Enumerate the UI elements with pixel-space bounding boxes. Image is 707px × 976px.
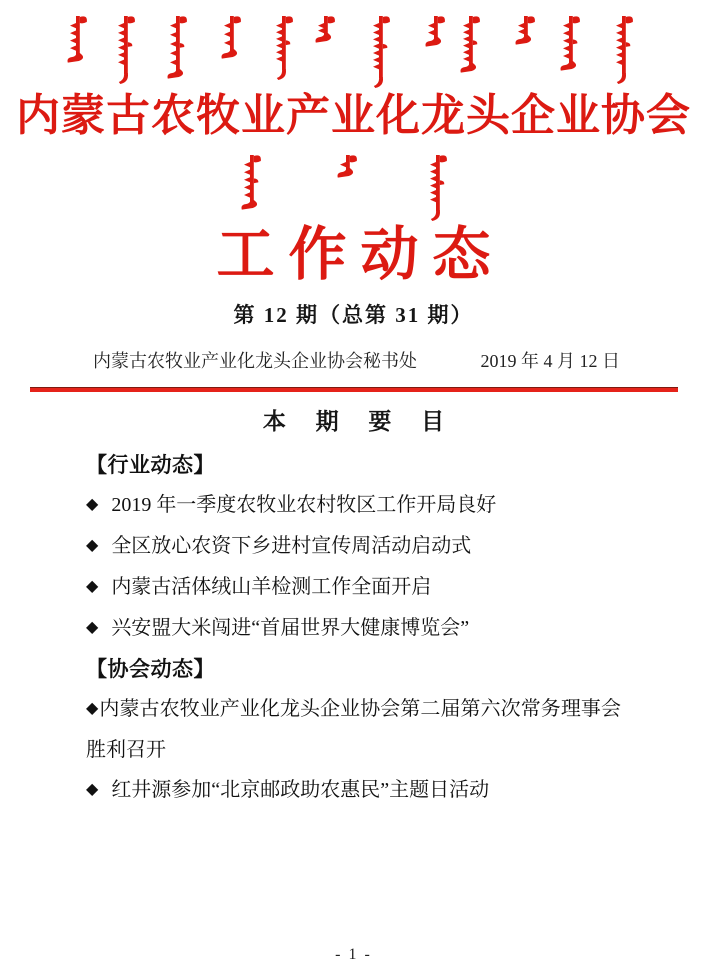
mongolian-script-top-row-icon bbox=[64, 12, 644, 90]
toc-item bbox=[86, 526, 621, 567]
mongolian-script-middle-row-icon bbox=[234, 151, 474, 223]
diamond-bullet-icon: ◆ bbox=[86, 494, 99, 514]
toc-item bbox=[86, 567, 621, 608]
issue-number-line: 第 12 期（总第 31 期） bbox=[233, 303, 474, 328]
toc-item-text: 内蒙古农牧业产业化龙头企业协会第二届第六次常务理事会胜利召开 bbox=[86, 698, 621, 762]
diamond-bullet-icon: ◆ bbox=[86, 617, 99, 637]
red-divider-rule bbox=[30, 387, 678, 392]
section-title-association: 【协会动态】 bbox=[86, 657, 215, 682]
publisher-row bbox=[93, 349, 620, 373]
toc-item-text: 2019 年一季度农牧业农村牧区工作开局良好 bbox=[111, 494, 497, 517]
diamond-bullet-icon: ◆ bbox=[86, 535, 99, 555]
publisher-name: 内蒙古农牧业产业化龙头企业协会秘书处 bbox=[93, 351, 417, 372]
toc-item-text: 内蒙古活体绒山羊检测工作全面开启 bbox=[111, 576, 432, 599]
toc-item bbox=[86, 485, 621, 526]
toc-item-text: 兴安盟大米闯进“首届世界大健康博览会” bbox=[111, 617, 470, 640]
diamond-bullet-icon: ◆ bbox=[86, 576, 99, 596]
bulletin-title: 工作动态 bbox=[216, 222, 505, 288]
toc-item bbox=[86, 608, 621, 649]
toc-item-text: 红井源参加“北京邮政助农惠民”主题日活动 bbox=[111, 779, 490, 802]
diamond-bullet-icon: ◆ bbox=[86, 779, 99, 799]
section-title-industry: 【行业动态】 bbox=[86, 453, 215, 478]
toc-item bbox=[86, 770, 621, 811]
diamond-bullet-icon: ◆ bbox=[86, 698, 99, 718]
table-of-contents bbox=[86, 445, 621, 811]
contents-heading: 本 期 要 目 bbox=[262, 409, 457, 435]
toc-item-text: 全区放心农资下乡进村宣传周活动启动式 bbox=[111, 535, 472, 558]
org-name-title: 内蒙古农牧业产业化龙头企业协会 bbox=[16, 91, 691, 140]
publish-date: 2019 年 4 月 12 日 bbox=[480, 351, 620, 372]
page-number: - 1 - bbox=[335, 946, 372, 963]
toc-item bbox=[86, 689, 621, 770]
